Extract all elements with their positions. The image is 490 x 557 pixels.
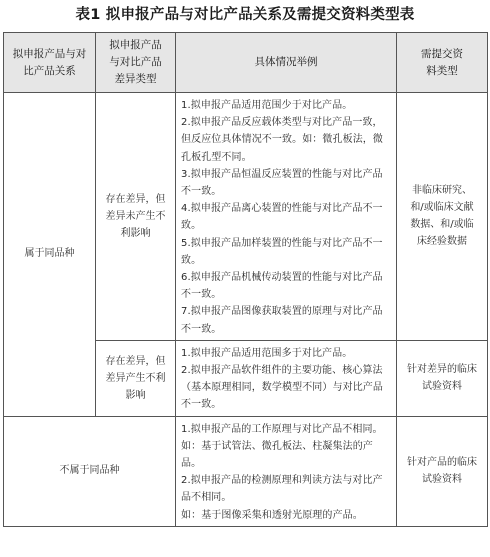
example-item: 2.拟申报产品软件组件的主要功能、核心算法（基本原理相同，数学模型不同）与对比产品不一致。	[181, 365, 383, 411]
example-item: 2.拟申报产品反应载体类型与对比产品一致，但反应位具体情况不一致。如：微孔板法，微孔板孔型不同。	[181, 117, 383, 163]
difference-cell: 存在差异，但差异未产生不利影响	[96, 93, 176, 341]
relation-table	[3, 32, 488, 527]
example-item: 2.拟申报产品的检测原理和判读方法与对比产品不相同。	[181, 475, 383, 504]
examples-cell	[176, 93, 397, 341]
example-item: 1.拟申报产品适用范围多于对比产品。	[181, 347, 353, 359]
relation-cell: 不属于同品种	[4, 416, 176, 526]
table-row	[4, 416, 488, 526]
table-title: 表1 拟申报产品与对比产品关系及需提交资料类型表	[75, 7, 415, 23]
difference-cell: 存在差异，但差异产生不利影响	[96, 340, 176, 416]
materials-cell: 针对差异的临床试验资料	[397, 340, 488, 416]
materials-cell: 针对产品的临床试验资料	[397, 416, 488, 526]
example-item: 3.拟申报产品恒温反应装置的性能与对比产品不一致。	[181, 168, 383, 198]
example-item: 1.拟申报产品适用范围少于对比产品。	[181, 100, 353, 111]
examples-cell	[176, 340, 397, 416]
header-relation: 拟申报产品与对比产品关系	[4, 33, 96, 93]
example-item: 如：基于图像采集和透射光原理的产品。	[181, 509, 363, 521]
example-item: 如：基于试管法、微孔板法、柱凝集法的产品。	[181, 440, 373, 470]
header-row	[4, 33, 488, 93]
example-item: 7.拟申报产品图像获取装置的原理与对比产品不一致。	[181, 306, 383, 335]
materials-cell: 非临床研究、和/或临床文献数据、和/或临床经验数据	[397, 93, 488, 341]
header-difference: 拟申报产品与对比产品差异类型	[96, 33, 176, 93]
header-materials: 需提交资料类型	[397, 33, 488, 93]
table-row	[4, 93, 488, 341]
example-item: 6.拟申报产品机械传动装置的性能与对比产品不一致。	[181, 272, 383, 301]
header-examples: 具体情况举例	[176, 33, 397, 93]
example-item: 1.拟申报产品的工作原理与对比产品不相同。	[181, 423, 383, 435]
relation-cell: 属于同品种	[4, 93, 96, 417]
examples-cell	[176, 416, 397, 526]
example-item: 4.拟申报产品离心装置的性能与对比产品不一致。	[181, 203, 383, 232]
example-item: 5.拟申报产品加样装置的性能与对比产品不一致。	[181, 237, 383, 266]
